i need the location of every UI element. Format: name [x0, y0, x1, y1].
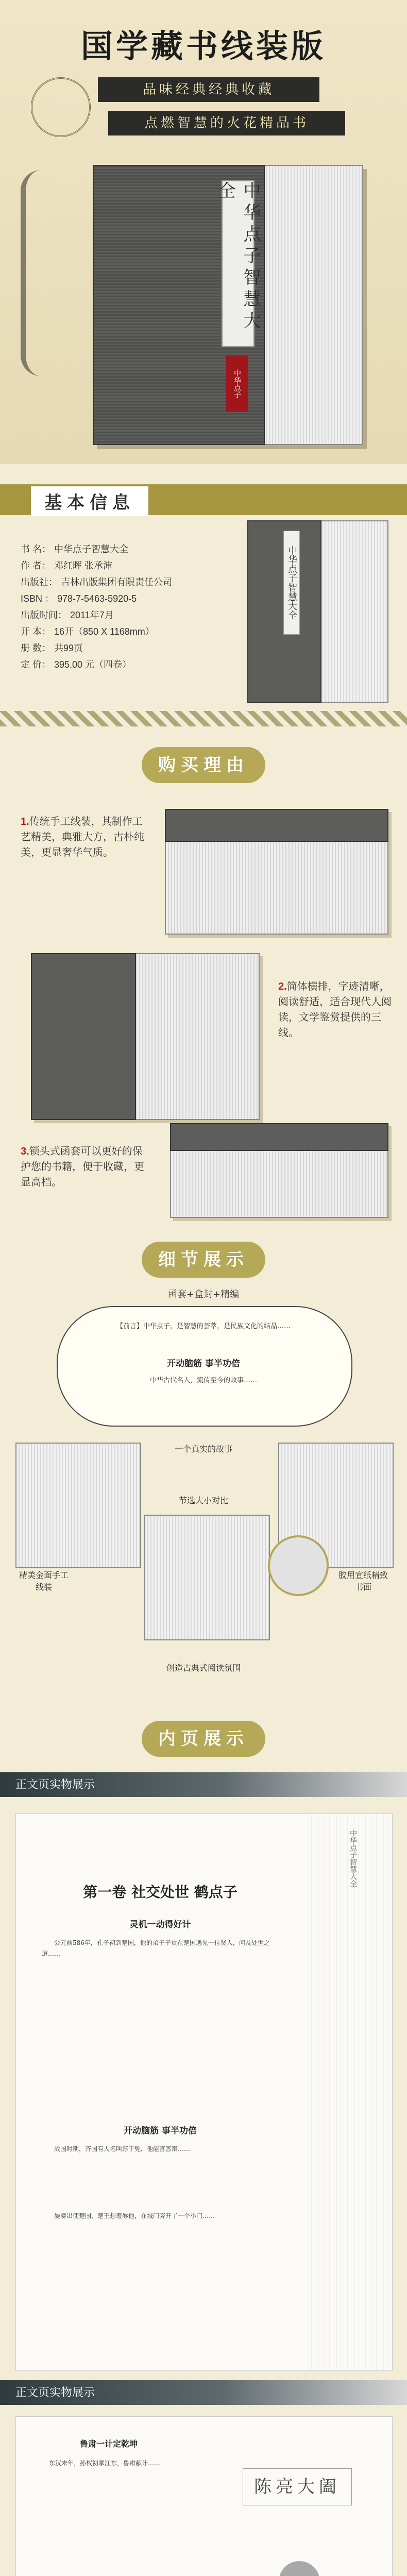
section-divider	[0, 711, 407, 726]
info-key: 开 本：	[21, 626, 52, 637]
side-tab: 中华点子智慧大全	[349, 1829, 357, 1887]
info-value: 吉林出版集团有限责任公司	[61, 577, 172, 587]
detail-note-1: 一个真实的故事	[174, 1444, 232, 1454]
chapter-title: 第一卷 社交处世 鹤点子	[83, 1884, 238, 1901]
reason-number: 1.	[21, 816, 29, 827]
paragraph: 晏婴出使楚国，楚王想羞辱他，在城门旁开了一个小门……	[54, 2212, 215, 2219]
info-item	[21, 623, 237, 640]
info-item	[21, 541, 237, 557]
info-item	[21, 607, 237, 623]
callout-heading: 开动脑筋 事半功倍	[167, 1359, 240, 1369]
hero-slogan-2: 点燃智慧的火花精品书	[108, 111, 345, 135]
details-subtitle: 函套+盒封+精编	[167, 1289, 240, 1300]
reasons-heading: 购买理由	[142, 747, 265, 783]
detail-note-5: 创造古典式阅读氛围	[166, 1663, 241, 1673]
info-key: 出版时间：	[21, 610, 67, 620]
banner-1: 正文页实物展示	[0, 1772, 407, 1797]
book-case-cover	[170, 1123, 388, 1151]
hero-section	[0, 0, 407, 464]
buy-reasons-section	[0, 711, 407, 1226]
info-book-label: 中华点子智慧大全	[283, 531, 300, 635]
info-key: 出版社：	[21, 577, 58, 587]
portrait-illustration	[217, 2458, 377, 2576]
page-left	[16, 1814, 305, 2370]
page-spread-2	[15, 2416, 393, 2576]
portrait-head	[279, 2561, 320, 2576]
hero-slogan-1: 品味经典经典收藏	[98, 77, 319, 102]
book-open-cover	[31, 953, 136, 1120]
info-value: 邓红晖 张承渖	[54, 561, 113, 571]
info-item	[21, 557, 237, 574]
branch-decoration	[21, 170, 88, 376]
reason-number: 2.	[278, 981, 287, 992]
info-value: 16开（850 X 1168mm）	[54, 626, 155, 637]
detail-note-2: 节选大小对比	[178, 1496, 228, 1505]
section-heading: 鲁肃一计定乾坤	[79, 2439, 138, 2449]
reason-3	[21, 1144, 149, 1190]
callout-text: 【前言】中华点子，是智慧的荟萃，是民族文化的结晶……	[116, 1323, 291, 1330]
inner-heading: 内页展示	[142, 1721, 265, 1757]
reason-text: 锁头式函套可以更好的保护您的书籍，便于收藏，更显高档。	[21, 1146, 144, 1188]
info-item	[21, 574, 237, 590]
paragraph: 东汉末年，孙权初掌江东，鲁肃献计……	[49, 2460, 161, 2467]
reason-text: 传统手工线装，其制作工艺精美，典雅大方，古朴纯美，更显奢华气质。	[21, 816, 144, 858]
info-value: 中华点子智慧大全	[54, 544, 129, 554]
info-heading: 基本信息	[31, 486, 148, 516]
section-heading: 开动脑筋 事半功倍	[124, 2126, 197, 2136]
details-heading: 细节展示	[142, 1242, 265, 1278]
inner-pages-heading-section	[0, 1700, 407, 1772]
info-value: 共99页	[54, 643, 83, 653]
hero-book-label: 中华点子智慧大全	[222, 180, 255, 347]
info-key: 定 价：	[21, 659, 52, 670]
detail-note-4: 胶用宣纸精致书面	[338, 1570, 388, 1592]
hero-title: 国学藏书线装版	[80, 27, 326, 65]
reason-text: 简体横排，字迹清晰，阅读舒适，适合现代人阅读，文学鉴赏提供的三线。	[278, 981, 392, 1039]
reason-1	[21, 814, 144, 860]
section-heading: 灵机一动得好计	[129, 1920, 191, 1930]
info-value: 395.00 元（四卷）	[54, 659, 132, 670]
art-title: 陈亮大阖	[243, 2468, 352, 2505]
info-value: 2011年7月	[70, 610, 114, 620]
detail-note-3: 精美金面手工线装	[19, 1570, 69, 1592]
info-key: 书 名：	[21, 544, 52, 554]
hero-book-sub: 中华点子	[226, 355, 248, 412]
info-item	[21, 656, 237, 673]
paragraph: 公元前586年，孔子初到楚国，他的弟子子贡在楚国遇见一位贤人，问及处世之道……	[42, 1939, 270, 1957]
basic-info-section	[0, 464, 407, 711]
info-key: ISBN ：	[21, 594, 55, 604]
seal-ornament-icon	[31, 77, 91, 137]
paragraph: 战国时期，齐国有人名叫淳于髡，他能言善辩……	[54, 2145, 191, 2153]
info-key: 册 数：	[21, 643, 52, 653]
page-spread-1	[15, 1814, 393, 2371]
detail-image-open	[144, 1515, 270, 1640]
book-stack-cover	[165, 809, 388, 842]
banner-2: 正文页实物展示	[0, 2380, 407, 2405]
callout-text-2: 中华古代名人，流传至今的故事……	[149, 1377, 257, 1384]
info-list	[21, 541, 237, 673]
info-item	[21, 590, 237, 607]
details-section	[0, 1226, 407, 1700]
detail-zoom-circle	[268, 1535, 329, 1596]
info-key: 作 者：	[21, 561, 52, 571]
info-value: 978-7-5463-5920-5	[57, 594, 137, 604]
reason-2	[278, 979, 397, 1041]
reason-number: 3.	[21, 1146, 29, 1157]
detail-image-binding	[15, 1443, 141, 1568]
info-item	[21, 640, 237, 656]
